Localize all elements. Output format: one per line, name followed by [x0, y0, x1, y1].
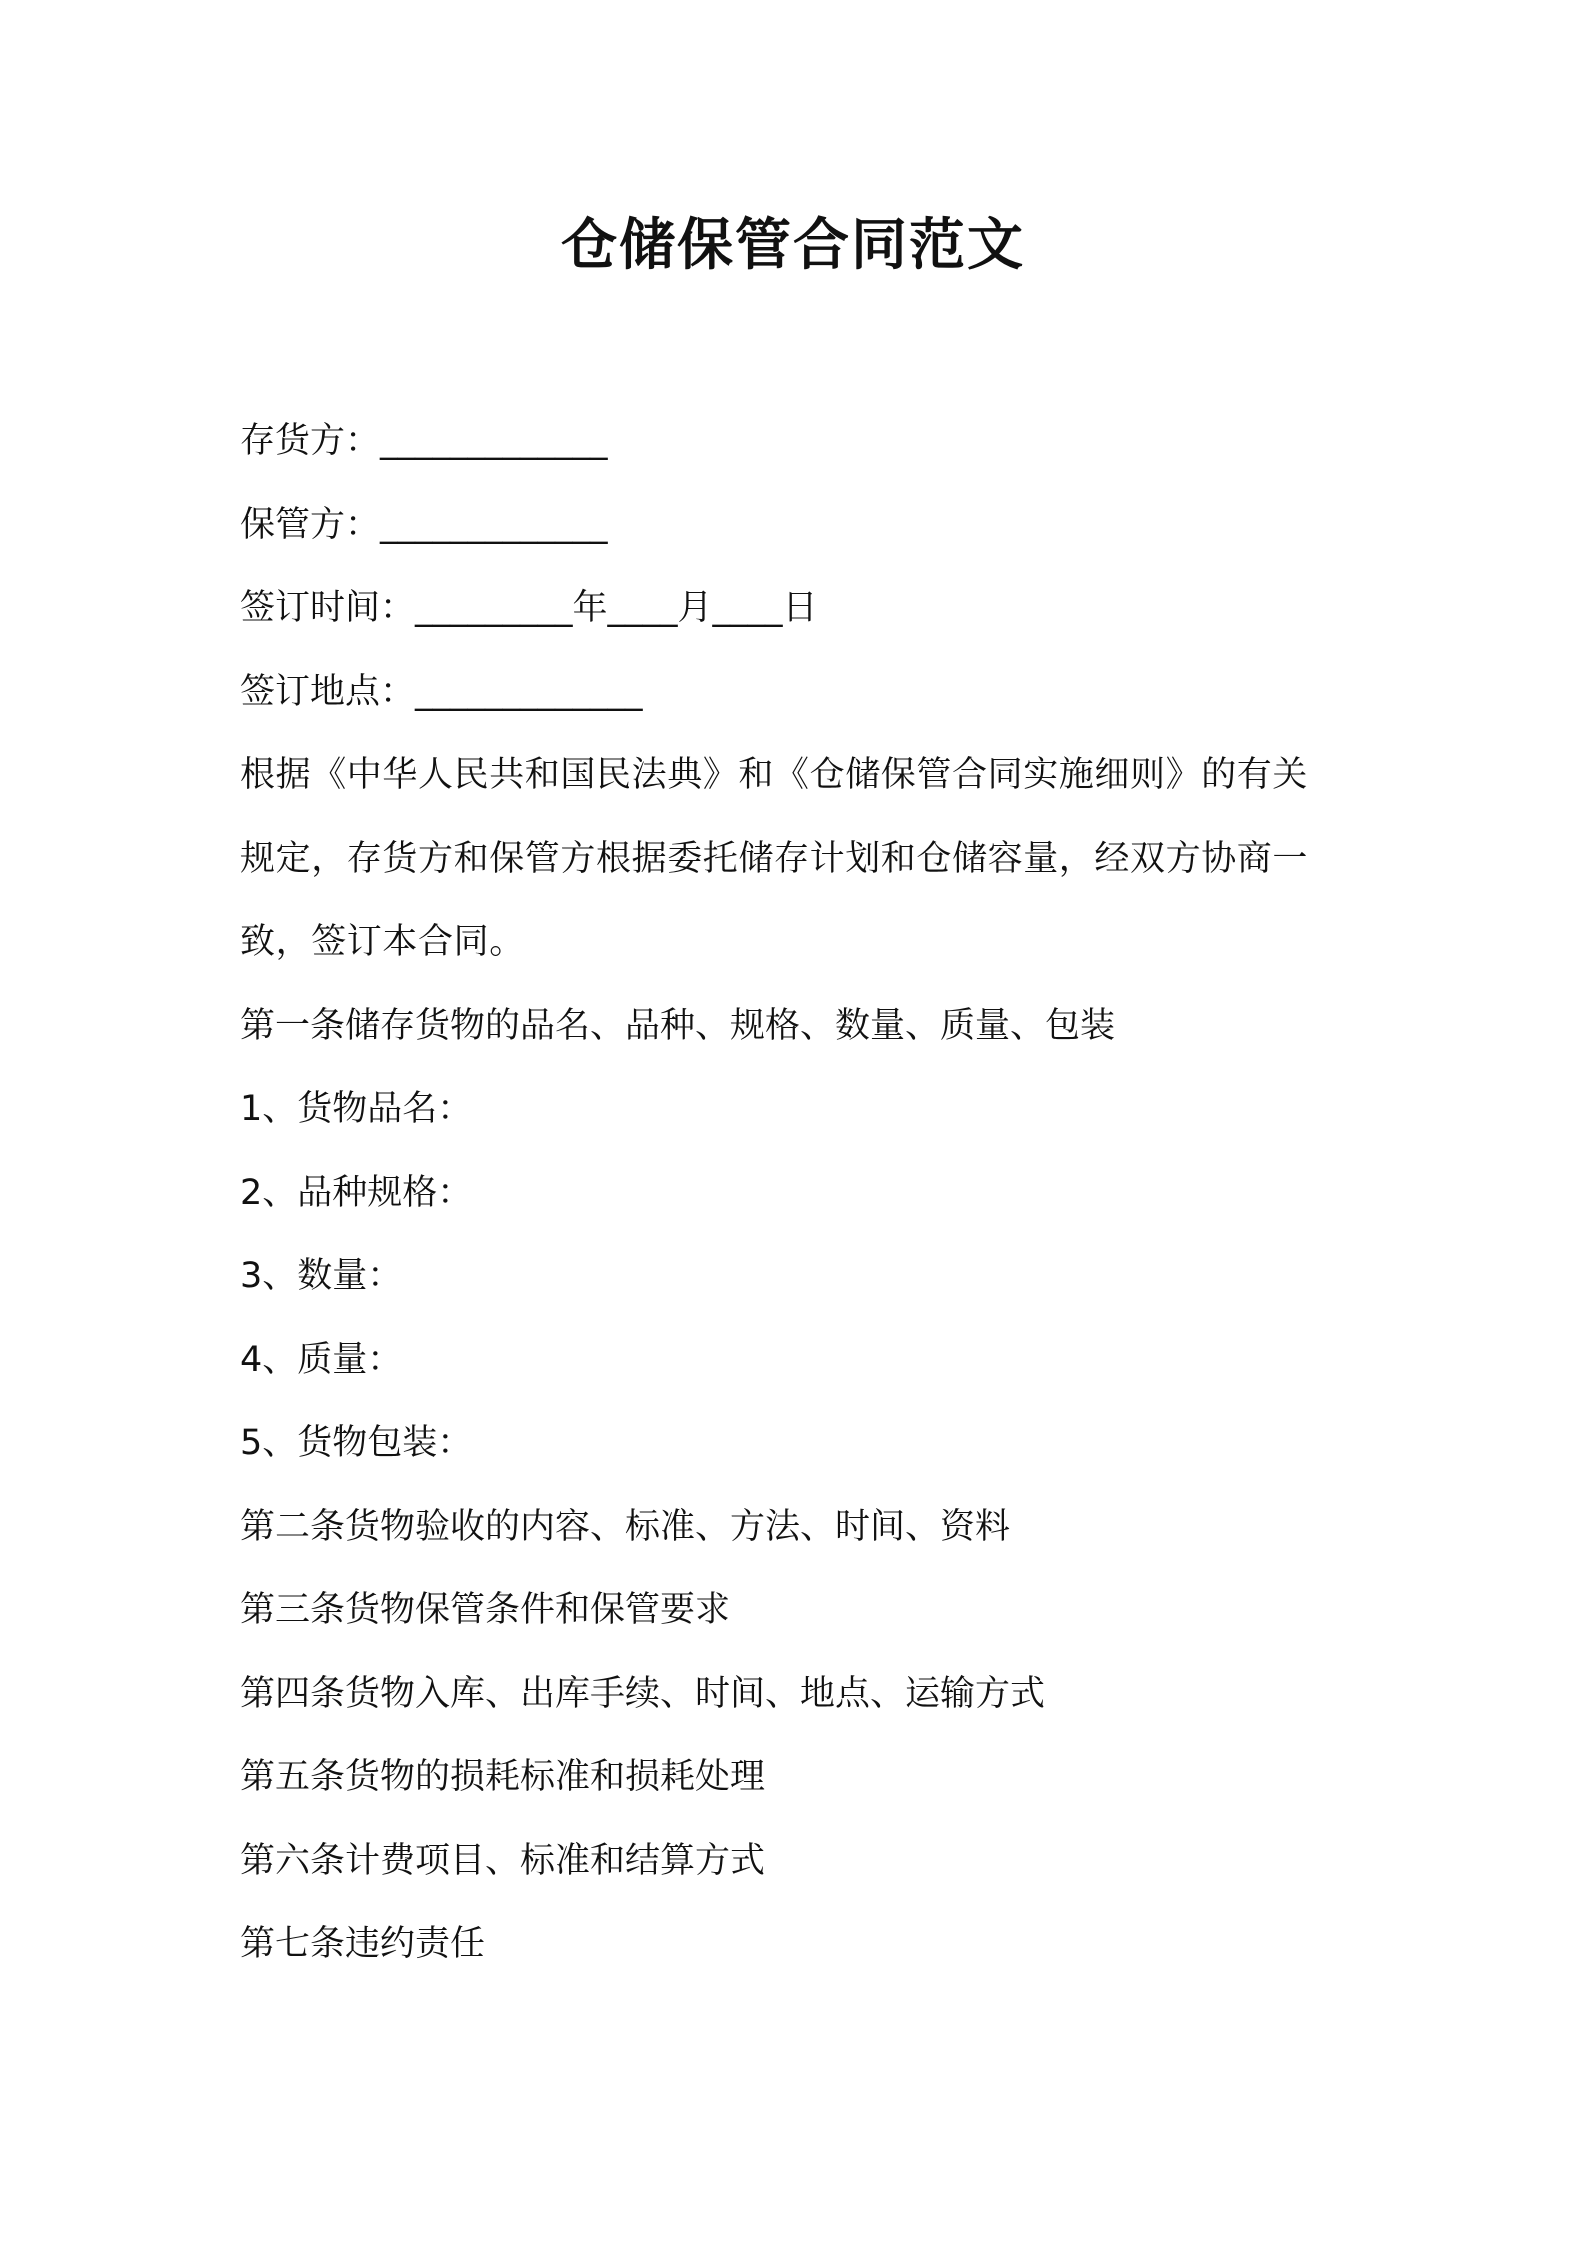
article-4-heading: 第四条货物入库、出库手续、时间、地点、运输方式: [240, 1673, 1046, 1714]
custodian-field: 保管方：_____________: [240, 504, 608, 545]
article-1-item: 2、品种规格：: [240, 1172, 473, 1213]
article-1-item: 3、数量：: [240, 1256, 403, 1296]
preamble-line: 规定，存货方和保管方根据委托储存计划和仓储容量，经双方协商一: [240, 838, 1309, 879]
document-body: [240, 400, 1360, 1987]
article-1-item: 4、质量：: [240, 1339, 403, 1380]
article-1-heading: 第一条储存货物的品名、品种、规格、数量、质量、包装: [240, 1005, 1116, 1046]
article-6-heading: 第六条计费项目、标准和结算方式: [240, 1840, 766, 1881]
article-2-heading: 第二条货物验收的内容、标准、方法、时间、资料: [240, 1506, 1011, 1547]
preamble-paragraph: [240, 734, 1360, 985]
signing-date-field: 签订时间：_________年____月____日: [240, 588, 818, 628]
preamble-line: 根据《中华人民共和国民法典》和《仓储保管合同实施细则》的有关: [240, 755, 1309, 795]
article-1-item: 5、货物包装：: [240, 1423, 473, 1463]
preamble-line: 致，签订本合同。: [240, 922, 525, 962]
article-1-item: 1、货物品名：: [240, 1089, 473, 1129]
article-3-heading: 第三条货物保管条件和保管要求: [240, 1590, 731, 1630]
signing-place-field: 签订地点：_____________: [240, 671, 643, 712]
depositor-field: 存货方：_____________: [240, 421, 608, 461]
article-7-heading: 第七条违约责任: [240, 1924, 486, 1964]
article-5-heading: 第五条货物的损耗标准和损耗处理: [240, 1757, 766, 1797]
document-title: 仓储保管合同范文: [561, 213, 1025, 278]
